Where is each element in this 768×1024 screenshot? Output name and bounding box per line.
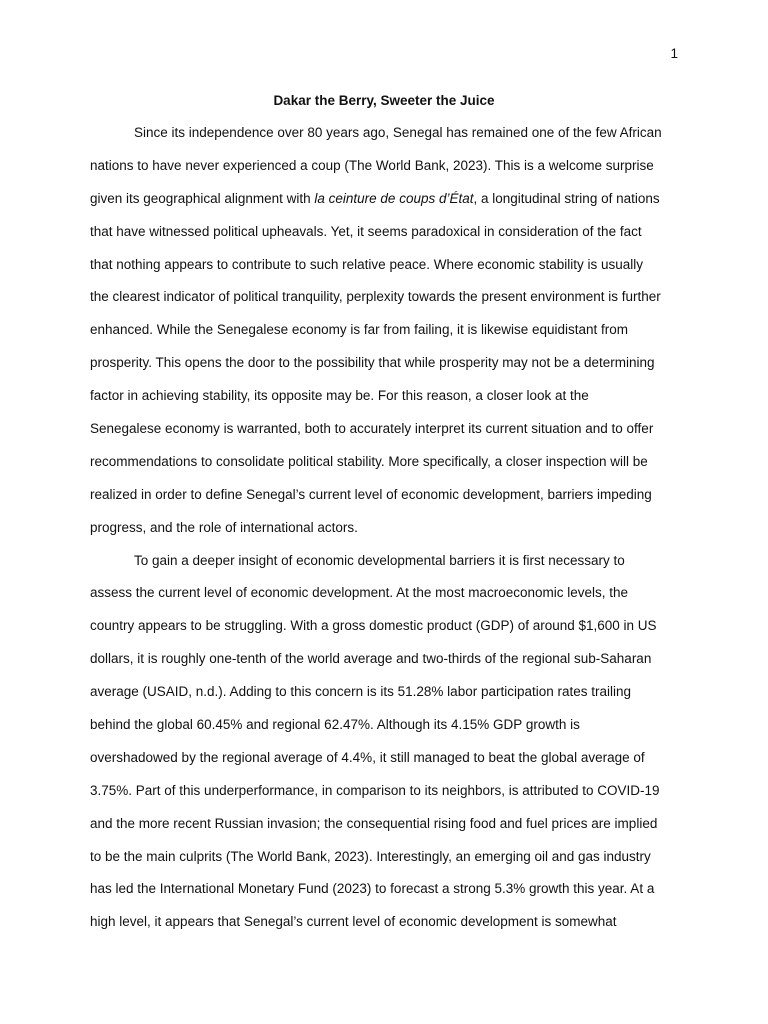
- text-line: factor in achieving stability, its opposite may be. For this reason, a closer look at the: [90, 388, 589, 404]
- text-line: country appears to be struggling. With a gross domestic product (GDP) of around $1,600 in US: [90, 618, 657, 634]
- text-line: realized in order to define Senegal’s current level of economic development, barriers impeding: [90, 486, 652, 502]
- text-line: enhanced. While the Senegalese economy is far from failing, it is likewise equidistant from: [90, 322, 629, 338]
- text-line: [90, 183, 690, 216]
- text-line: that have witnessed political upheavals. Yet, it seems paradoxical in consideration of the fact: [90, 223, 642, 239]
- text-line: has led the International Monetary Fund (2023) to forecast a strong 5.3% growth this year. At a: [90, 881, 655, 897]
- text-line: 3.75%. Part of this underperformance, in comparison to its neighbors, is attributed to COVID-19: [90, 782, 660, 798]
- page-number: 1: [670, 46, 678, 61]
- text-line: the clearest indicator of political tranquility, perplexity towards the present environment is further: [90, 289, 661, 305]
- text-line: To gain a deeper insight of economic developmental barriers it is first necessary to: [134, 552, 625, 568]
- text-segment: given its geographical alignment with: [90, 190, 315, 206]
- document-title: Dakar the Berry, Sweeter the Juice: [273, 93, 495, 108]
- text-segment: , a longitudinal string of nations: [473, 190, 660, 206]
- text-line: average (USAID, n.d.). Adding to this concern is its 51.28% labor participation rates trailing: [90, 684, 632, 700]
- text-line: Senegalese economy is warranted, both to accurately interpret its current situation and to offer: [90, 421, 654, 437]
- text-line: dollars, it is roughly one-tenth of the world average and two-thirds of the regional sub-Saharan: [90, 651, 652, 667]
- text-line: recommendations to consolidate political stability. More specifically, a closer inspection will be: [90, 453, 648, 469]
- text-line: to be the main culprits (The World Bank, 2023). Interestingly, an emerging oil and gas industry: [90, 848, 651, 864]
- italic-phrase: la ceinture de coups d’État: [314, 190, 474, 206]
- document-body: [90, 117, 690, 939]
- text-line: overshadowed by the regional average of 4.4%, it still managed to beat the global average of: [90, 749, 645, 765]
- paragraph-2: [90, 545, 690, 940]
- text-line: progress, and the role of international actors.: [90, 519, 358, 535]
- text-line: prosperity. This opens the door to the possibility that while prosperity may not be a determining: [90, 355, 655, 371]
- text-line: and the more recent Russian invasion; the consequential rising food and fuel prices are implied: [90, 815, 658, 831]
- text-line: that nothing appears to contribute to such relative peace. Where economic stability is usually: [90, 256, 644, 272]
- text-line: high level, it appears that Senegal’s current level of economic development is somewhat: [90, 914, 617, 930]
- text-line: behind the global 60.45% and regional 62.47%. Although its 4.15% GDP growth is: [90, 717, 580, 733]
- text-line: Since its independence over 80 years ago, Senegal has remained one of the few African: [134, 125, 662, 140]
- text-line: assess the current level of economic development. At the most macroeconomic levels, the: [90, 585, 629, 601]
- text-line: nations to have never experienced a coup (The World Bank, 2023). This is a welcome surprise: [90, 157, 654, 173]
- paragraph-1: [90, 117, 690, 545]
